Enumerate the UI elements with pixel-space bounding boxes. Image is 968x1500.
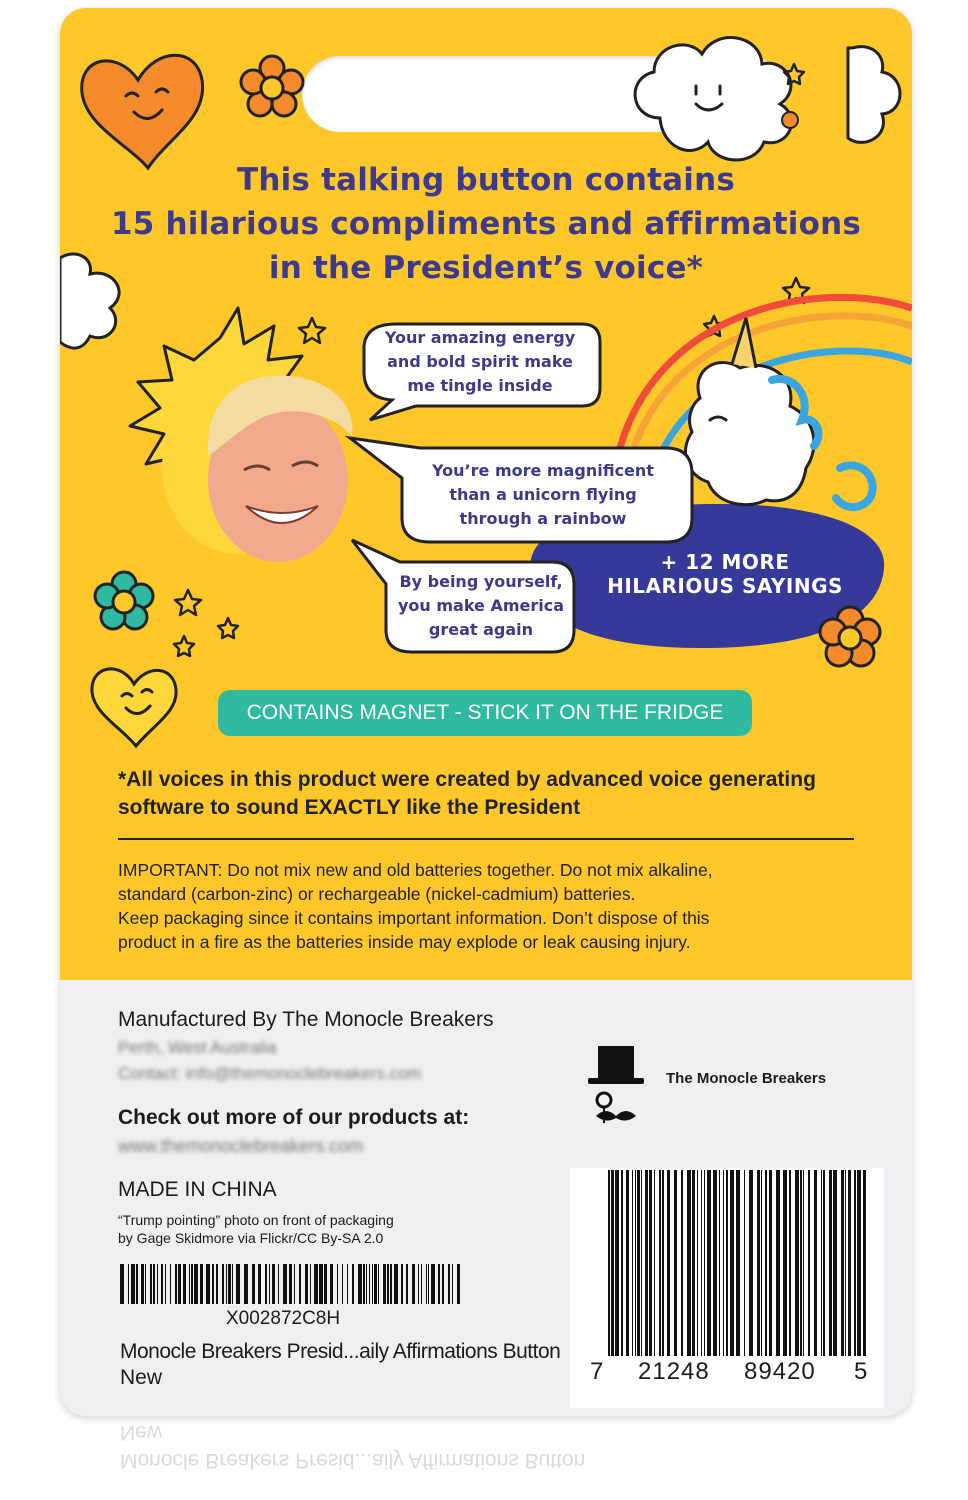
barcode-bar xyxy=(216,1264,218,1304)
barcode-bar xyxy=(141,1264,144,1304)
warning-line: product in a fire as the batteries inside may explode or leak causing injury. xyxy=(118,932,691,952)
barcode-bar xyxy=(294,1264,295,1304)
president-face-photo xyxy=(208,376,353,562)
barcode-bar xyxy=(131,1264,135,1304)
speech-bubble xyxy=(346,534,582,658)
barcode-bar xyxy=(659,1170,661,1356)
barcode-bar xyxy=(178,1264,181,1304)
barcode-bar xyxy=(789,1170,791,1356)
barcode-bar xyxy=(212,1264,214,1304)
barcode-bar xyxy=(863,1170,866,1356)
barcode-bar xyxy=(713,1170,717,1356)
barcode-bar xyxy=(697,1170,698,1356)
speech-bubble xyxy=(356,316,604,422)
reflection-condition: New xyxy=(120,1421,163,1444)
barcode-bar xyxy=(378,1264,379,1304)
manufacturer-title: Manufactured By The Monocle Breakers xyxy=(118,1008,494,1031)
barcode-bar xyxy=(857,1170,861,1356)
barcode-bar xyxy=(854,1170,856,1356)
package-card xyxy=(60,8,912,1416)
voices-line: *All voices in this product were created by advanced voice generating xyxy=(118,768,816,791)
monocle-man-logo-icon xyxy=(586,1042,656,1132)
barcode-bar xyxy=(200,1264,203,1304)
barcode-bar xyxy=(848,1170,851,1356)
barcode-bar xyxy=(761,1170,762,1356)
manufacturer-location: Perth, West Australia xyxy=(118,1038,277,1057)
upc-digit: 21248 xyxy=(638,1358,710,1385)
more-sayings-line: HILARIOUS SAYINGS xyxy=(607,574,843,598)
barcode-bar xyxy=(165,1264,166,1304)
warning-line: Keep packaging since it contains important information. Don’t dispose of this xyxy=(118,908,710,928)
star-icon xyxy=(299,318,325,343)
barcode-bar xyxy=(457,1264,460,1304)
bubble-line: through a rainbow xyxy=(459,509,627,528)
bubble-line: You’re more magnificent xyxy=(432,461,654,480)
barcode-bar xyxy=(687,1170,691,1356)
barcode-bar xyxy=(314,1264,318,1304)
product-condition: New xyxy=(120,1366,163,1389)
barcode-bar xyxy=(783,1170,787,1356)
barcode-bar xyxy=(841,1170,844,1356)
barcode-bar xyxy=(252,1264,255,1304)
barcode-bar xyxy=(621,1170,623,1356)
orange-flower-icon xyxy=(241,56,303,116)
barcode-bar xyxy=(615,1170,619,1356)
barcode-bar xyxy=(226,1264,227,1304)
barcode-bar xyxy=(452,1264,453,1304)
barcode-bar xyxy=(645,1170,648,1356)
star-icon xyxy=(175,590,201,615)
barcode-bar xyxy=(153,1264,155,1304)
fnsku-code: X002872C8H xyxy=(226,1308,341,1329)
bubble-line: By being yourself, xyxy=(399,572,563,591)
unicorn-illustration xyxy=(685,318,872,507)
barcode-bar xyxy=(372,1264,373,1304)
barcode-bar xyxy=(150,1264,152,1304)
barcode-bar xyxy=(272,1264,275,1304)
barcode-bar xyxy=(183,1264,186,1304)
barcode-bar xyxy=(366,1264,367,1304)
barcode-bar xyxy=(681,1170,683,1356)
reflection-title: Monocle Breakers Presid...aily Affirmations Button xyxy=(120,1449,586,1472)
products-title: Check out more of our products at: xyxy=(118,1106,470,1129)
barcode-bar xyxy=(654,1170,655,1356)
warning-line: IMPORTANT: Do not mix new and old batteries together. Do not mix alkaline, xyxy=(118,860,713,880)
barcode-bar xyxy=(358,1264,362,1304)
upc-digit: 5 xyxy=(854,1358,868,1385)
more-sayings-label xyxy=(600,550,850,598)
smiling-heart-icon xyxy=(92,669,176,746)
barcode-bar xyxy=(258,1264,261,1304)
barcode-bar xyxy=(206,1264,210,1304)
barcode-bar xyxy=(406,1264,408,1304)
barcode-bar xyxy=(649,1170,652,1356)
barcode-bar xyxy=(803,1170,804,1356)
barcode-bar xyxy=(157,1264,158,1304)
barcode-bar xyxy=(730,1170,734,1356)
barcode-bar xyxy=(330,1264,333,1304)
cloud-right-edge-icon xyxy=(848,47,900,143)
barcode-bar xyxy=(374,1264,377,1304)
teal-flower-icon xyxy=(95,572,153,629)
warning-line: standard (carbon-zinc) or rechargeable (nickel-cadmium) batteries. xyxy=(118,884,636,904)
upc-digit: 7 xyxy=(590,1358,604,1385)
barcode-bar xyxy=(776,1170,780,1356)
voices-line: software to sound EXACTLY like the President xyxy=(118,796,581,819)
products-url: www.themonoclebreakers.com xyxy=(118,1136,364,1156)
barcode-bar xyxy=(692,1170,695,1356)
barcode-bar xyxy=(418,1264,419,1304)
barcode-bar xyxy=(749,1170,753,1356)
barcode-bar xyxy=(175,1264,177,1304)
brand-logo-text: The Monocle Breakers xyxy=(666,1070,827,1087)
barcode-bar xyxy=(194,1264,198,1304)
barcode-bar xyxy=(736,1170,740,1356)
barcode-bar xyxy=(401,1264,403,1304)
bubble-line: Your amazing energy xyxy=(384,328,576,347)
barcode-bar xyxy=(674,1170,677,1356)
bubble-line: me tingle inside xyxy=(407,376,553,395)
barcode-bar xyxy=(128,1264,129,1304)
barcode-bar xyxy=(310,1264,311,1304)
bubble-line: you make America xyxy=(397,596,565,615)
barcode-bar xyxy=(757,1170,760,1356)
star-icon xyxy=(218,618,238,638)
barcode-bar xyxy=(244,1264,248,1304)
barcode-bar xyxy=(289,1264,292,1304)
headline xyxy=(60,158,912,290)
barcode-bar xyxy=(394,1264,398,1304)
product-title: Monocle Breakers Presid...aily Affirmations Button xyxy=(120,1340,561,1363)
speech-bubble xyxy=(340,434,700,546)
barcode-bar xyxy=(632,1170,633,1356)
barcode-bar xyxy=(667,1170,670,1356)
headline-line: 15 hilarious compliments and affirmations xyxy=(110,206,862,242)
barcode-bar xyxy=(120,1264,124,1304)
barcode-bar xyxy=(608,1170,610,1356)
table-reflection xyxy=(60,1420,912,1500)
more-sayings-line: + 12 MORE xyxy=(660,550,790,574)
divider xyxy=(118,838,854,840)
barcode-bar xyxy=(833,1170,837,1356)
barcode-bar xyxy=(611,1170,614,1356)
photo-credit-line: “Trump pointing” photo on front of packaging xyxy=(118,1212,394,1228)
barcode-bar xyxy=(363,1264,365,1304)
barcode-bar xyxy=(428,1264,429,1304)
barcode-bar xyxy=(821,1170,822,1356)
barcode-bar xyxy=(299,1264,301,1304)
barcode-bar xyxy=(726,1170,728,1356)
smiling-cloud-icon xyxy=(635,38,791,160)
barcode-bar xyxy=(442,1264,444,1304)
barcode-bar xyxy=(145,1264,146,1304)
info-panel xyxy=(60,980,912,1416)
barcode-bar xyxy=(765,1170,767,1356)
barcode-bar xyxy=(189,1264,190,1304)
upc-digit: 89420 xyxy=(744,1358,816,1385)
barcode-bar xyxy=(236,1264,240,1304)
bubble-line: great again xyxy=(428,620,534,639)
barcode-bar xyxy=(723,1170,724,1356)
barcode-bar xyxy=(161,1264,163,1304)
barcode-bar xyxy=(278,1264,279,1304)
star-icon xyxy=(174,636,194,656)
battery-warning xyxy=(118,858,858,954)
barcode-bar xyxy=(337,1264,338,1304)
barcode-bar xyxy=(305,1264,308,1304)
barcode-bar xyxy=(769,1170,772,1356)
barcode-bar xyxy=(232,1264,233,1304)
barcode-bar xyxy=(342,1264,343,1304)
barcode-bar xyxy=(352,1264,354,1304)
barcode-bar xyxy=(390,1264,392,1304)
barcode-bar xyxy=(324,1264,327,1304)
barcode-bar xyxy=(136,1264,138,1304)
small-flower-icon xyxy=(782,112,798,128)
barcode-bar xyxy=(438,1264,440,1304)
barcode-bar xyxy=(719,1170,720,1356)
barcode-bar xyxy=(319,1264,323,1304)
barcode-bar xyxy=(814,1170,817,1356)
barcode-bar xyxy=(701,1170,702,1356)
barcode-bar xyxy=(845,1170,846,1356)
barcode-bar xyxy=(426,1264,427,1304)
barcode-bar xyxy=(641,1170,642,1356)
barcode-bar xyxy=(412,1264,415,1304)
barcode-bar xyxy=(387,1264,389,1304)
barcode-bar xyxy=(347,1264,348,1304)
barcode-bar xyxy=(662,1170,664,1356)
bubble-line: and bold spirit make xyxy=(387,352,573,371)
barcode-bar xyxy=(808,1170,810,1356)
barcode-bar xyxy=(707,1170,711,1356)
photo-credit-line: by Gage Skidmore via Flickr/CC By-SA 2.0 xyxy=(118,1230,384,1246)
barcode-bar xyxy=(795,1170,799,1356)
barcode-bar xyxy=(222,1264,224,1304)
made-in-label: MADE IN CHINA xyxy=(118,1178,277,1201)
barcode-bar xyxy=(269,1264,270,1304)
barcode-bar xyxy=(829,1170,832,1356)
barcode-bar xyxy=(265,1264,267,1304)
headline-line: This talking button contains xyxy=(236,162,736,198)
barcode-bar xyxy=(421,1264,422,1304)
barcode-bar xyxy=(704,1170,705,1356)
barcode-bar xyxy=(283,1264,287,1304)
bubble-line: than a unicorn flying xyxy=(449,485,637,504)
barcode-bar xyxy=(369,1264,370,1304)
barcode-bar xyxy=(800,1170,802,1356)
barcode-bar xyxy=(431,1264,435,1304)
barcode-bar xyxy=(637,1170,640,1356)
barcode-bar xyxy=(228,1264,231,1304)
barcode-bar xyxy=(635,1170,636,1356)
smiling-heart-icon xyxy=(82,55,203,168)
barcode-bar xyxy=(823,1170,825,1356)
voices-disclaimer xyxy=(118,766,878,822)
headline-line: in the President’s voice* xyxy=(268,250,704,286)
magnet-banner: CONTAINS MAGNET - STICK IT ON THE FRIDGE xyxy=(218,690,752,736)
fnsku-barcode xyxy=(120,1264,462,1304)
barcode-bar xyxy=(191,1264,193,1304)
barcode-bar xyxy=(383,1264,386,1304)
upc-barcode xyxy=(608,1170,870,1356)
manufacturer-contact: Contact: info@themonoclebreakers.com xyxy=(118,1064,422,1083)
barcode-bar xyxy=(448,1264,450,1304)
barcode-bar xyxy=(744,1170,745,1356)
barcode-bar xyxy=(170,1264,171,1304)
barcode-bar xyxy=(626,1170,629,1356)
